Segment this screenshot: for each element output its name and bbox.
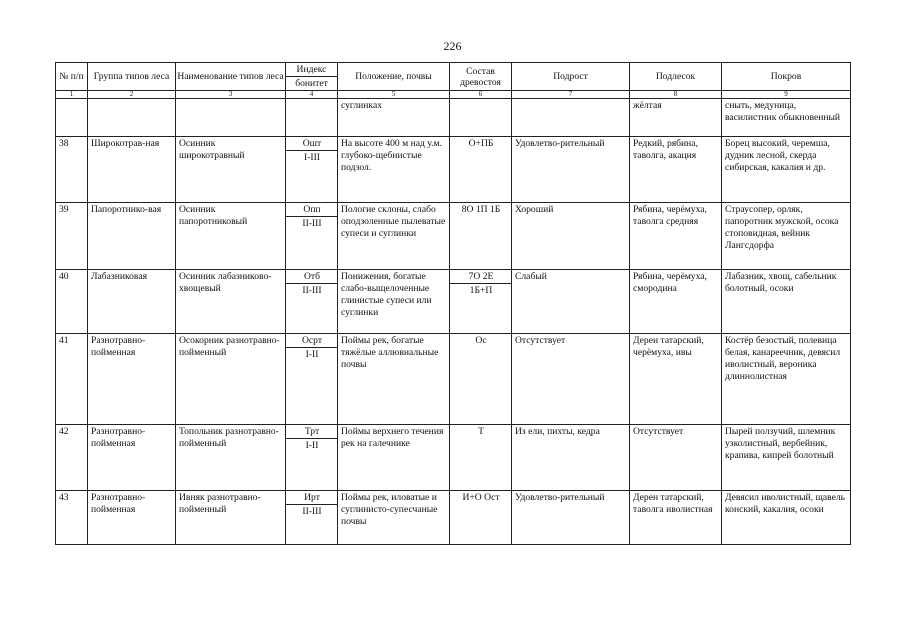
cell-index: Осрт	[286, 334, 338, 348]
cell-underbrush: жёлтая	[630, 99, 722, 137]
cell-position: Поймы рек, иловатые и суглинисто-супесчаные почвы	[338, 491, 450, 545]
header-regrowth: Подрост	[512, 63, 630, 91]
cell-position: Поймы рек, богатые тяжёлые аллювиальные почвы	[338, 334, 450, 425]
cell-name: Осинник широкотравный	[176, 137, 286, 203]
table-row	[56, 137, 851, 151]
cell-underbrush: Дерен татарский, черёмуха, ивы	[630, 334, 722, 425]
cell-num: 38	[56, 137, 88, 203]
header-index: Индекс	[286, 63, 338, 77]
cell-composition: О+ПБ	[450, 137, 512, 203]
cell-empty	[286, 99, 338, 137]
cell-composition: И+О Ост	[450, 491, 512, 545]
cell-bonitet: II-III	[286, 505, 338, 545]
cell-position: На высоте 400 м над у.м. глубоко-щебнистые подзол.	[338, 137, 450, 203]
header-group: Группа типов леса	[88, 63, 176, 91]
cell-composition-top: 7О 2Е	[450, 270, 512, 284]
cell-bonitet: I-II	[286, 348, 338, 425]
cell-group: Разнотравно-пойменная	[88, 425, 176, 491]
column-number: 3	[176, 91, 286, 99]
table-row	[56, 491, 851, 505]
cell-group: Широкотрав-ная	[88, 137, 176, 203]
cell-regrowth: Слабый	[512, 270, 630, 334]
cell-num: 43	[56, 491, 88, 545]
cell-bonitet: I-II	[286, 439, 338, 491]
cell-composition-bottom: 1Б+П	[450, 284, 512, 334]
cell-cover: Девясил иволистный, щавель конский, какалия, осоки	[722, 491, 851, 545]
column-number: 5	[338, 91, 450, 99]
header-bonitet: бонитет	[286, 77, 338, 91]
continuation-row	[56, 99, 851, 137]
cell-cover: Костёр безостый, полевица белая, канареечник, девясил иволистный, вероника длиннолистная	[722, 334, 851, 425]
cell-name: Ивняк разнотравно-пойменный	[176, 491, 286, 545]
cell-regrowth: Удовлетво-рительный	[512, 491, 630, 545]
cell-group: Разнотравно-пойменная	[88, 491, 176, 545]
cell-name: Осинник лабазниково-хвощевый	[176, 270, 286, 334]
cell-underbrush: Отсутствует	[630, 425, 722, 491]
header-position: Положение, почвы	[338, 63, 450, 91]
header-name: Наименование типов леса	[176, 63, 286, 91]
cell-group: Лабазниковая	[88, 270, 176, 334]
cell-index: Ошт	[286, 137, 338, 151]
column-number: 9	[722, 91, 851, 99]
cell-underbrush: Рябина, черёмуха, таволга средняя	[630, 203, 722, 270]
cell-underbrush: Дерен татарский, таволга иволистная	[630, 491, 722, 545]
table-row	[56, 425, 851, 439]
cell-empty	[56, 99, 88, 137]
header-num: № п/п	[56, 63, 88, 91]
cell-bonitet: II-III	[286, 217, 338, 270]
column-number: 4	[286, 91, 338, 99]
cell-regrowth: Удовлетво-рительный	[512, 137, 630, 203]
cell-empty	[450, 99, 512, 137]
column-number: 6	[450, 91, 512, 99]
table-row	[56, 334, 851, 348]
cell-group: Папоротнико-вая	[88, 203, 176, 270]
table-row	[56, 203, 851, 217]
cell-num: 39	[56, 203, 88, 270]
cell-bonitet: I-III	[286, 151, 338, 203]
cell-empty	[512, 99, 630, 137]
cell-regrowth: Из ели, пихты, кедра	[512, 425, 630, 491]
cell-underbrush: Рябина, черёмуха, смородина	[630, 270, 722, 334]
header-composition: Состав древостоя	[450, 63, 512, 91]
cell-cover: Страусопер, орляк, папоротник мужской, осока стоповидная, вейник Лангсдорфа	[722, 203, 851, 270]
page-number: 226	[443, 39, 462, 53]
cell-position: Понижения, богатые слабо-выщелоченные глинистые супеси или суглинки	[338, 270, 450, 334]
cell-num: 41	[56, 334, 88, 425]
cell-name: Топольник разнотравно-пойменный	[176, 425, 286, 491]
cell-index: Отб	[286, 270, 338, 284]
cell-position: Поймы верхнего течения рек на галечнике	[338, 425, 450, 491]
cell-underbrush: Редкий, рябина, таволга, акация	[630, 137, 722, 203]
cell-index: Ирт	[286, 491, 338, 505]
header-cover: Покров	[722, 63, 851, 91]
cell-index: Опп	[286, 203, 338, 217]
cell-cover: Лабазник, хвощ, сабельник болотный, осоки	[722, 270, 851, 334]
table-row	[56, 270, 851, 284]
column-number: 7	[512, 91, 630, 99]
cell-index: Трт	[286, 425, 338, 439]
cell-empty	[176, 99, 286, 137]
cell-num: 40	[56, 270, 88, 334]
cell-cover: Пырей ползучий, шлемник узколистный, вербейник, крапива, кипрей болотный	[722, 425, 851, 491]
column-number: 2	[88, 91, 176, 99]
cell-cover: сныть, медуница, василистник обыкновенный	[722, 99, 851, 137]
cell-regrowth: Отсутствует	[512, 334, 630, 425]
cell-name: Осинник папоротниковый	[176, 203, 286, 270]
header-underbrush: Подлесок	[630, 63, 722, 91]
cell-regrowth: Хороший	[512, 203, 630, 270]
column-number: 1	[56, 91, 88, 99]
cell-cover: Борец высокий, черемша, дудник лесной, скерда сибирская, какалия и др.	[722, 137, 851, 203]
column-number-row	[56, 91, 851, 99]
cell-position: суглинках	[338, 99, 450, 137]
cell-position: Пологие склоны, слабо оподзоленные пылеватые супеси и суглинки	[338, 203, 450, 270]
cell-group: Разнотравно-пойменная	[88, 334, 176, 425]
cell-composition: Т	[450, 425, 512, 491]
cell-bonitet: II-III	[286, 284, 338, 334]
cell-composition: Ос	[450, 334, 512, 425]
cell-name: Осокорник разнотравно-пойменный	[176, 334, 286, 425]
forest-types-table	[55, 62, 851, 545]
column-number: 8	[630, 91, 722, 99]
cell-composition: 8О 1П 1Б	[450, 203, 512, 270]
header-row	[56, 63, 851, 77]
cell-num: 42	[56, 425, 88, 491]
cell-empty	[88, 99, 176, 137]
